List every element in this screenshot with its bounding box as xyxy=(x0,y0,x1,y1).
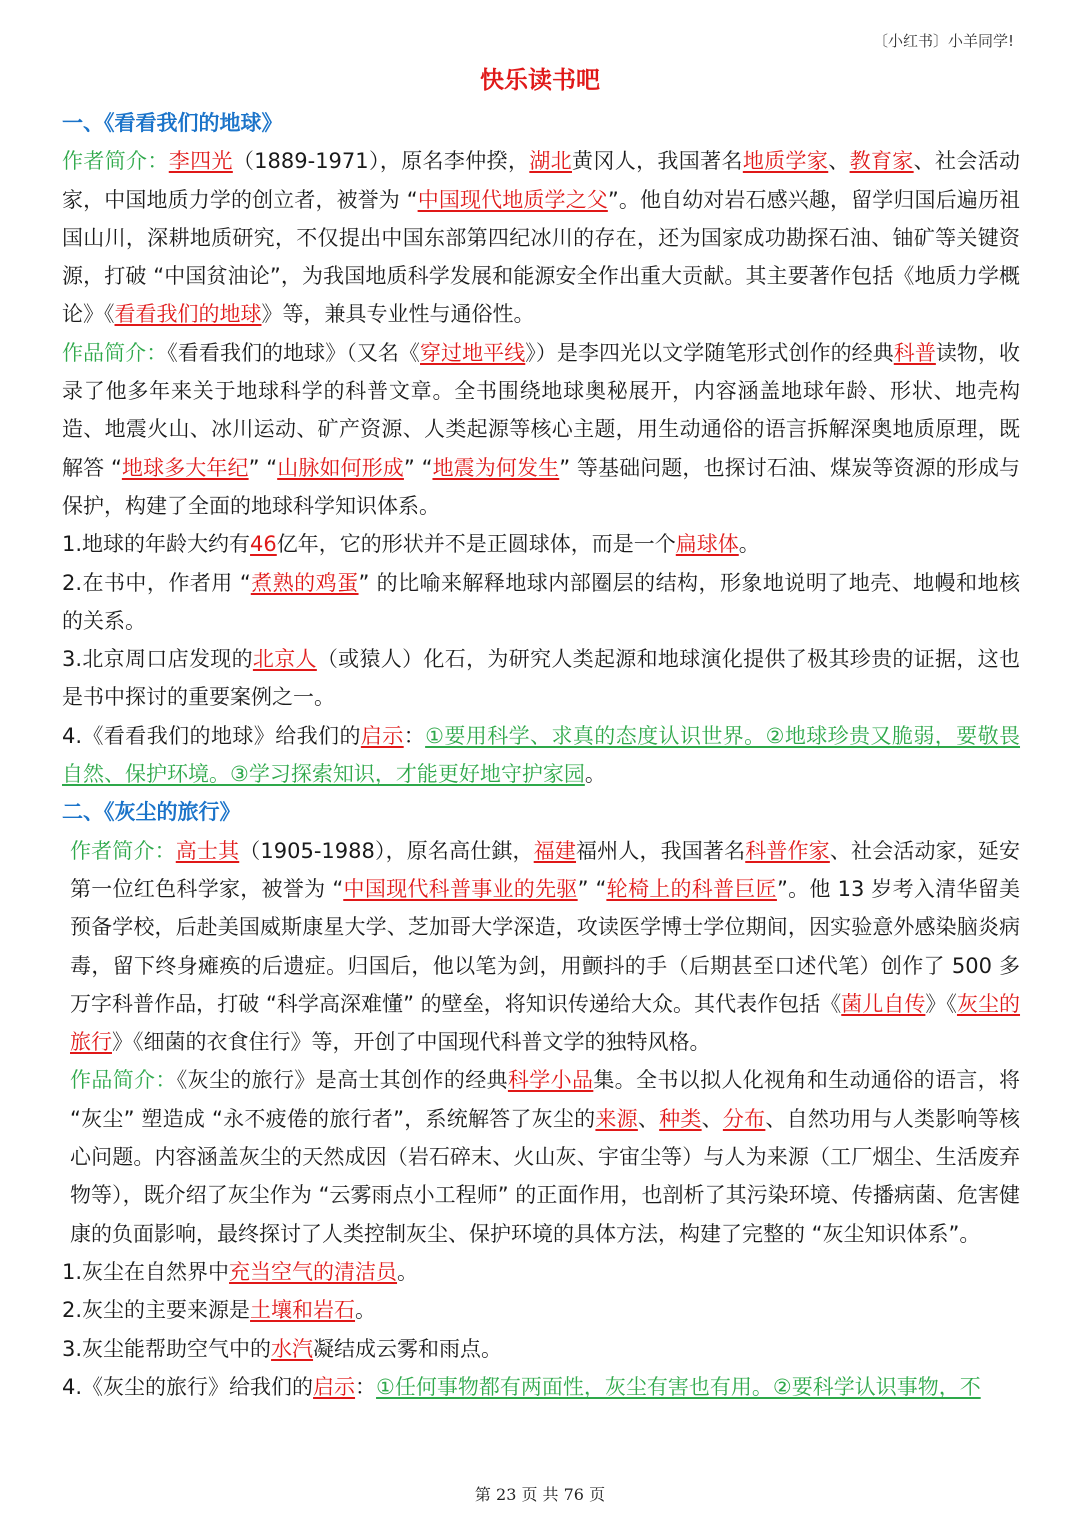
highlight: 地球多大年纪 xyxy=(121,455,249,480)
work-intro-dust: 作品简介：《灰尘的旅行》是高士其创作的经典科学小品集。全书以拟人化视角和生动通俗的语言，将 “灰尘” 塑造成 “永不疲倦的旅行者”，系统解答了灰尘的来源、种类、分布、自然功用与人类影响等核心问题。内容涵盖灰尘的天然成因（岩石碎末、火山灰、宇宙尘等）与人为来源（工厂烟尘、生活废弃物等），既介绍了灰尘作为 “云雾雨点小工程师” 的正面作用，也剖析了其污染环境、传播病菌、危害健康的负面影响，最终探讨了人类控制灰尘、保护环境的具体方法，构建了完整的 “灰尘知识体系”。 xyxy=(70,1068,1021,1246)
book-title: 看看我们的地球 xyxy=(114,302,262,327)
page-title: 快乐读书吧 xyxy=(480,66,600,94)
author-name: 李四光 xyxy=(168,149,233,174)
highlight: 46 xyxy=(250,532,277,557)
section-heading-dust: 二、《灰尘的旅行》 xyxy=(62,800,241,825)
highlight: 煮熟的鸡蛋 xyxy=(250,570,359,595)
author-label: 作者简介： xyxy=(62,149,169,174)
point-1: 1.地球的年龄大约有46亿年，它的形状并不是正圆球体，而是一个扁球体。 xyxy=(62,532,760,557)
highlight: 科普 xyxy=(893,340,936,365)
highlight: 来源 xyxy=(595,1106,638,1131)
highlight: 水汽 xyxy=(271,1336,314,1361)
author-label: 作者简介： xyxy=(70,838,176,863)
highlight: 科学小品 xyxy=(507,1068,594,1093)
highlight: 扁球体 xyxy=(675,532,739,557)
author-intro-dust: 作者简介：高士其（1905-1988），原名高仕錤，福建福州人，我国著名科普作家、社会活动家，延安第一位红色科学家，被誉为 “中国现代科普事业的先驱” “轮椅上的科普巨匠”。他 13 岁考入清华留美预备学校，后赴美国威斯康星大学、芝加哥大学深造，攻读医学博士学位期间，因实验意外感染脑炎病毒，留下终身瘫痪的后遗症。归国后，他以笔为剑，用颤抖的手（后期甚至口述代笔）创作了 500 多万字科普作品，打破 “科学高深难懂” 的壁垒，将知识传递给大众。其代表作包括《菌儿自传》《灰尘的旅行》《细菌的衣食住行》等，开创了中国现代科普文学的独特风格。 xyxy=(70,838,1021,1055)
highlight: 土壤和岩石 xyxy=(250,1298,356,1323)
point-2: 2.灰尘的主要来源是土壤和岩石。 xyxy=(62,1298,377,1323)
highlight: 启示 xyxy=(360,723,404,748)
hometown: 湖北 xyxy=(529,149,573,174)
honorific: 中国现代地质学之父 xyxy=(417,187,608,212)
highlight: 充当空气的清洁员 xyxy=(229,1259,398,1284)
highlight: 科普作家 xyxy=(745,838,830,863)
highlight: 启示 xyxy=(313,1374,356,1399)
highlight: 种类 xyxy=(659,1106,702,1131)
highlight: 地质学家 xyxy=(742,149,829,174)
highlight: 山脉如何形成 xyxy=(277,455,404,480)
highlight: 教育家 xyxy=(849,149,914,174)
highlight: 地震为何发生 xyxy=(432,455,560,480)
section-heading-earth: 一、《看看我们的地球》 xyxy=(62,111,283,135)
work-intro-earth: 作品简介：《看看我们的地球》（又名《穿过地平线》）是李四光以文学随笔形式创作的经典科普读物，收录了他多年来关于地球科学的科普文章。全书围绕地球奥秘展开，内容涵盖地球年龄、形状、地壳构造、地震火山、冰川运动、矿产资源、人类起源等核心主题，用生动通俗的语言拆解深奥地质原理，既解答 “地球多大年纪” “山脉如何形成” “地震为何发生” 等基础问题，也探讨石油、煤炭等资源的形成与保护，构建了全面的地球科学知识体系。 xyxy=(62,340,1021,518)
point-1: 1.灰尘在自然界中充当空气的清洁员。 xyxy=(62,1259,419,1284)
point-3: 3.灰尘能帮助空气中的水汽凝结成云雾和雨点。 xyxy=(62,1336,503,1361)
book-title: 灰尘的旅行 xyxy=(70,991,1021,1055)
point-4: 4.《灰尘的旅行》给我们的启示：①任何事物都有两面性，灰尘有害也有用。②要科学认识事物，不 xyxy=(62,1374,981,1399)
author-name: 高士其 xyxy=(175,838,240,863)
book-title: 菌儿自传 xyxy=(841,991,926,1016)
work-label: 作品简介： xyxy=(62,340,168,365)
author-intro-earth: 作者简介：李四光（1889-1971），原名李仲揆，湖北黄冈人，我国著名地质学家、教育家、社会活动家，中国地质力学的创立者，被誉为 “中国现代地质学之父”。他自幼对岩石感兴趣，留学归国后遍历祖国山川，深耕地质研究，不仅提出中国东部第四纪冰川的存在，还为国家成功勘探石油、铀矿等关键资源，打破 “中国贫油论”，为我国地质科学发展和能源安全作出重大贡献。其主要著作包括《地质力学概论》《看看我们的地球》等，兼具专业性与通俗性。 xyxy=(62,149,1021,327)
point-3: 3.北京周口店发现的北京人（或猿人）化石，为研究人类起源和地球演化提供了极其珍贵的证据，这也是书中探讨的重要案例之一。 xyxy=(62,647,1020,710)
point-4: 4.《看看我们的地球》给我们的启示：①要用科学、求真的态度认识世界。②地球珍贵又脆弱，要敬畏自然、保护环境。③学习探索知识，才能更好地守护家园。 xyxy=(62,723,1021,787)
highlight: 穿过地平线 xyxy=(420,340,526,365)
document-body xyxy=(62,104,1020,1406)
watermark: 〔小红书〕小羊同学! xyxy=(872,32,1014,50)
highlight: 分布 xyxy=(722,1106,766,1131)
work-label: 作品简介： xyxy=(70,1068,177,1093)
hometown: 福建 xyxy=(533,838,577,863)
lesson-text: ①任何事物都有两面性，灰尘有害也有用。②要科学认识事物，不 xyxy=(376,1374,981,1399)
highlight: 北京人 xyxy=(252,647,317,672)
honorific: 中国现代科普事业的先驱 xyxy=(343,876,578,901)
lesson-text: ①要用科学、求真的态度认识世界。②地球珍贵又脆弱，要敬畏自然、保护环境。③学习探索知识，才能更好地守护家园 xyxy=(62,723,1021,787)
point-2: 2.在书中，作者用 “煮熟的鸡蛋” 的比喻来解释地球内部圈层的结构，形象地说明了地壳、地幔和地核的关系。 xyxy=(62,570,1020,633)
page-number: 第 23 页 共 76 页 xyxy=(474,1485,606,1504)
honorific: 轮椅上的科普巨匠 xyxy=(606,876,777,901)
